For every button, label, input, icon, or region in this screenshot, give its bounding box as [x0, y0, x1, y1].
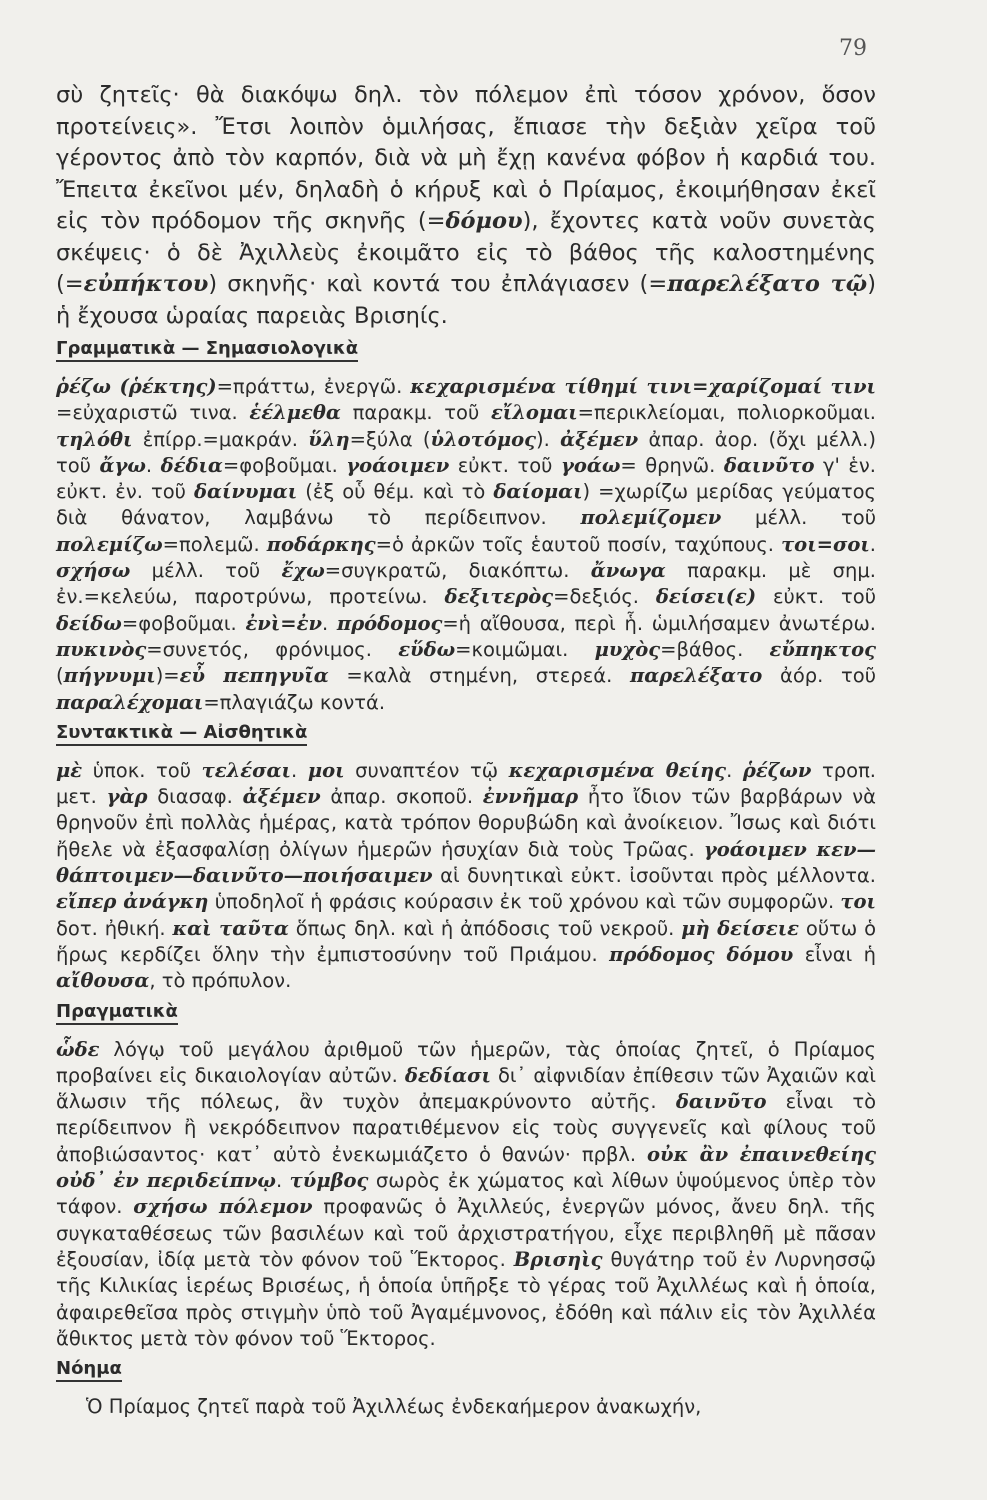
- term-text: μυχὸς: [594, 637, 661, 661]
- body-text: εὐκτ. τοῦ: [756, 585, 877, 609]
- term-text: σχήσω: [56, 559, 131, 583]
- section-body: [56, 1394, 876, 1420]
- term-text: δαίομαι: [493, 480, 583, 504]
- body-text: .: [290, 758, 308, 782]
- body-text: =καλὰ στημένη, στερεά.: [328, 664, 630, 688]
- term-text: δαίνυμαι: [193, 480, 298, 504]
- term-text: εὖ πεπηγυῖα: [179, 664, 329, 688]
- body-text: .: [726, 758, 743, 782]
- section-heading: Συντακτικὰ — Αἰσθητικὰ: [56, 722, 307, 746]
- term-text: δαινῦτο: [675, 1090, 767, 1114]
- term-text: παρελέξατο τῷ: [667, 271, 868, 297]
- term-text: αἴθουσα: [56, 969, 150, 993]
- term-text: τοι: [840, 890, 876, 914]
- body-text: ὑποκ. τοῦ: [82, 758, 202, 782]
- term-text: ἄγω: [99, 453, 146, 477]
- body-text: μέλλ. τοῦ: [721, 506, 876, 530]
- body-text: ὑποδηλοῖ ἡ φράσις κούρασιν ἐκ τοῦ χρόνου καὶ τῶν συμφορῶν.: [208, 890, 841, 914]
- body-text: =εὐχαριστῶ τινα.: [56, 401, 250, 425]
- body-text: αἱ δυνητικαὶ εὐκτ. ἰσοῦνται πρὸς μέλλοντα.: [432, 864, 876, 888]
- term-text: καὶ ταῦτα: [172, 916, 289, 940]
- body-text: δοτ. ἠθική.: [56, 916, 173, 940]
- section-body: [56, 374, 876, 716]
- section-heading: Νόημα: [56, 1358, 122, 1382]
- term-text: ἐννῆμαρ: [482, 785, 579, 809]
- body-text: ἐπίρρ.=μακράν.: [132, 427, 309, 451]
- body-text: =πλαγιάζω κοντά.: [203, 690, 386, 714]
- term-text: πολεμίζω: [56, 532, 163, 556]
- term-text: σχήσω πόλεμον: [133, 1195, 313, 1219]
- section-heading: Γραμματικὰ — Σημασιολογικὰ: [56, 338, 358, 362]
- body-text: εἶναι ἡ: [793, 942, 876, 966]
- term-text: τοι=σοι: [781, 532, 870, 556]
- body-text: (: [56, 664, 64, 688]
- body-text: =πράττω, ἐνεργῶ.: [216, 375, 411, 398]
- term-text: ἄνωγα: [590, 559, 666, 583]
- body-text: ἀπαρ. ἀορ. (ὄχι μέλλ.) τοῦ: [56, 427, 876, 477]
- body-text: γ' ἑν. εὐκτ. ἐν. τοῦ: [56, 453, 876, 504]
- intro-paragraph: [56, 80, 876, 332]
- term-text: κεχαρισμένα θείης: [508, 758, 727, 782]
- term-text: ἀξέμεν: [242, 785, 321, 809]
- term-text: δόμου: [445, 208, 523, 234]
- term-text: πήγνυμι: [63, 664, 156, 688]
- body-text: οὕτω ὁ ἥρως κερδίζει ὅλην τὴν ἐμπιστοσύνην τοῦ Πριάμου.: [56, 916, 876, 966]
- term-text: δαινῦτο: [723, 453, 815, 477]
- term-text: ὑλοτόμος: [430, 427, 536, 451]
- body-text: ), ἔχοντες κατὰ νοῦν συνετὰς σκέψεις· ὁ δὲ Ἀχιλλεὺς ἐκοιμᾶτο εἰς τὸ βάθος τῆς καλοστημένης (=: [56, 208, 876, 297]
- section-meaning: [56, 1352, 876, 1420]
- body-text: =περικλείομαι, πολιορκοῦμαι.: [577, 401, 876, 425]
- section-realia: [56, 995, 876, 1353]
- body-text: ὅπως δηλ. καὶ ἡ ἀπόδοσις τοῦ νεκροῦ.: [288, 916, 682, 940]
- term-text: ἐνὶ=ἐν: [245, 611, 322, 635]
- term-text: τηλόθι: [56, 427, 133, 451]
- body-text: σωρὸς ἐκ χώματος καὶ λίθων ὑψούμενος ὑπὲρ τὸν τάφον.: [56, 1169, 876, 1219]
- body-text: , τὸ πρόπυλον.: [149, 969, 292, 993]
- body-text: =ἡ αἴθουσα, περὶ ἧ. ὡμιλήσαμεν ἀνωτέρω.: [442, 611, 877, 635]
- term-text: οὐκ ἂν ἐπαινεθείης οὐδ᾽ ἐν περιδείπνῳ: [56, 1142, 876, 1193]
- body-text: .: [145, 453, 161, 477]
- body-text: εἶναι τὸ περίδειπνον ἢ νεκρόδειπνον παρατιθέμενον εἰς τοὺς συγγενεῖς καὶ φίλους τοῦ ἀποβιώσαντος· κατ᾽ αὐτὸ ἐνεκωμιάζετο ὁ θανών· πρβλ.: [56, 1090, 876, 1166]
- term-text: δείσει(ε): [655, 585, 757, 609]
- page-number: 79: [839, 36, 867, 61]
- term-text: πρόδομος: [336, 611, 443, 635]
- body-text: =ξύλα (: [349, 427, 431, 451]
- term-text: εὐπήκτου: [83, 271, 209, 297]
- body-text: = θρηνῶ.: [620, 453, 724, 477]
- term-text: κεχαρισμένα τίθημί τινι=χαρίζομαί τινι: [410, 375, 876, 398]
- term-text: γοάοιμεν κεν—θάπτοιμεν—δαινῦτο—ποιήσαιμεν: [56, 837, 876, 888]
- term-text: ἔχω: [281, 559, 325, 583]
- term-text: πολεμίζομεν: [580, 506, 722, 530]
- term-text: Βρισηὶς: [513, 1247, 603, 1271]
- term-text: εὔπηκτος: [769, 637, 876, 661]
- term-text: ὧδε: [56, 1037, 100, 1061]
- section-heading: Πραγματικὰ: [56, 1001, 178, 1025]
- term-text: πυκινὸς: [56, 637, 147, 661]
- body-text: =συνετός, φρόνιμος.: [146, 637, 399, 661]
- term-text: δείδω: [56, 611, 122, 635]
- page-content: [56, 80, 876, 1420]
- body-text: μέλλ. τοῦ: [130, 559, 282, 583]
- term-text: παραλέχομαι: [56, 690, 204, 714]
- body-text: (ἐξ οὗ θέμ. καὶ τὸ: [297, 480, 494, 504]
- body-text: .: [276, 1169, 290, 1193]
- term-text: μοι: [307, 758, 345, 782]
- body-text: τροπ. μετ.: [56, 758, 877, 809]
- body-text: προφανῶς ὁ Ἀχιλλεύς, ἐνεργῶν μόνος, ἄνευ δηλ. τῆς συγκαταθέσεως τῶν βασιλέων καὶ τοῦ ἀρχιστρατήγου, εἶχε περιβληθῆ μὲ πᾶσαν ἐξουσίαν, ἰδίᾳ μετὰ τὸν φόνον τοῦ Ἕκτορος.: [56, 1195, 876, 1271]
- term-text: δεξιτερὸς: [444, 585, 554, 609]
- body-text: =βάθος.: [660, 637, 770, 661]
- term-text: γοάω: [560, 453, 621, 477]
- section-body: [56, 1037, 876, 1353]
- body-text: εὐκτ. τοῦ: [449, 453, 561, 477]
- term-text: ποδάρκης: [266, 532, 376, 556]
- section-grammar: [56, 332, 876, 716]
- body-text: θυγάτηρ τοῦ ἐν Λυρνησσῷ τῆς Κιλικίας ἱερέως Βρισέως, ἡ ὁποία ὑπῆρξε τὸ γέρας τοῦ Ἀχιλλέως καὶ ἡ ὁποία, ἀφαιρεθεῖσα πρὸς στιγμὴν ὑπὸ τοῦ Ἀγαμέμνονος, ἐδόθη καὶ πάλιν εἰς τὸν Ἀχιλλέα ἄθικτος μετὰ τὸν φόνον τοῦ Ἕκτορος.: [56, 1247, 876, 1350]
- body-text: Ὁ Πρίαμος ζητεῖ παρὰ τοῦ Ἀχιλλέως ἐνδεκαήμερον ἀνακωχήν,: [86, 1395, 702, 1419]
- body-text: =φοβοῦμαι.: [121, 611, 246, 635]
- body-text: συναπτέον τῷ: [344, 758, 509, 782]
- body-text: ἀπαρ. σκοποῦ.: [320, 785, 483, 809]
- body-text: .: [869, 532, 876, 556]
- body-text: .: [322, 611, 337, 635]
- term-text: ἀξέμεν: [560, 427, 639, 451]
- term-text: μὴ δείσειε: [681, 916, 799, 940]
- body-text: δι᾽ αἰφνιδίαν ἐπίθεσιν τῶν Ἀχαιῶν καὶ ἅλωσιν τῆς πόλεως, ἂν τυχὸν ἀπεμακρύνοντο αὐτῆς.: [56, 1063, 876, 1114]
- term-text: παρελέξατο: [630, 664, 763, 688]
- body-text: ) ἡ ἔχουσα ὡραίας παρειὰς Βρισηίς.: [56, 271, 877, 329]
- body-text: =κοιμῶμαι.: [455, 637, 595, 661]
- term-text: εἴπερ ἀνάγκη: [56, 890, 209, 914]
- body-text: =δεξιός.: [553, 585, 656, 609]
- body-text: σὺ ζητεῖς· θὰ διακόψω δηλ. τὸν πόλεμον ἐπὶ τόσον χρόνον, ὅσον προτείνεις». Ἔτσι λοιπὸν ὁμιλήσας, ἔπιασε τὴν δεξιὰν χεῖρα τοῦ γέροντος ἀπὸ τὸν καρπόν, διὰ νὰ μὴ ἔχῃ κανένα φόβον ἡ καρδιά του. Ἔπειτα ἐκεῖνοι μέν, δηλαδὴ ὁ κήρυξ καὶ ὁ Πρίαμος, ἐκοιμήθησαν ἐκεῖ εἰς τὸν πρόδομον τῆς σκηνῆς (=: [56, 82, 876, 234]
- body-text: ἦτο ἴδιον τῶν βαρβάρων νὰ θρηνοῦν ἐπὶ πολλὰς ἡμέρας, κατὰ τρόπον θορυβώδη καὶ ἀνοίκειον. Ἴσως καὶ διότι ἤθελε νὰ ἐξασφαλίσῃ ὀλίγων ἡμερῶν ἡσυχίαν διὰ τοὺς Τρῶας.: [56, 785, 876, 861]
- term-text: δεδίασι: [404, 1063, 491, 1087]
- section-syntax: [56, 716, 876, 995]
- term-text: εὕδω: [398, 637, 456, 661]
- body-text: =συγκρατῶ, διακόπτω.: [324, 559, 591, 583]
- term-text: τελέσαι: [201, 758, 291, 782]
- body-text: παρακμ. μὲ σημ. ἐν.=κελεύω, παροτρύνω, προτείνω.: [56, 559, 876, 609]
- body-text: =πολεμῶ.: [162, 532, 267, 556]
- term-text: ῥέζω (ῥέκτης): [56, 375, 217, 398]
- body-text: )=: [155, 664, 180, 688]
- body-text: ) =χωρίζω μερίδας γεύματος διὰ θάνατον, λαμβάνω τὸ περίδειπνον.: [56, 480, 876, 530]
- body-text: =φοβοῦμαι.: [222, 453, 347, 477]
- term-text: ἑέλμεθα: [249, 401, 341, 425]
- body-text: λόγῳ τοῦ μεγάλου ἀριθμοῦ τῶν ἡμερῶν, τὰς ὁποίας ζητεῖ, ὁ Πρίαμος προβαίνει εἰς δικαιολογίαν αὐτῶν.: [56, 1037, 876, 1087]
- term-text: ῥέζων: [742, 758, 812, 782]
- term-text: εἴλομαι: [490, 401, 578, 425]
- term-text: δέδια: [160, 453, 223, 477]
- body-text: ) σκηνῆς· καὶ κοντά του ἐπλάγιασεν (=: [208, 271, 668, 297]
- term-text: μὲ: [56, 758, 83, 782]
- term-text: γὰρ: [106, 785, 148, 809]
- body-text: =ὁ ἀρκῶν τοῖς ἑαυτοῦ ποσίν, ταχύπους.: [375, 532, 782, 556]
- term-text: τύμβος: [289, 1169, 369, 1193]
- term-text: πρόδομος δόμου: [609, 942, 794, 966]
- body-text: παρακμ. τοῦ: [340, 401, 491, 425]
- section-body: [56, 758, 876, 995]
- term-text: γοάοιμεν: [346, 453, 450, 477]
- term-text: ὕλη: [308, 427, 350, 451]
- body-text: ἀόρ. τοῦ: [762, 664, 876, 688]
- body-text: διασαφ.: [147, 785, 243, 809]
- body-text: ).: [535, 427, 561, 451]
